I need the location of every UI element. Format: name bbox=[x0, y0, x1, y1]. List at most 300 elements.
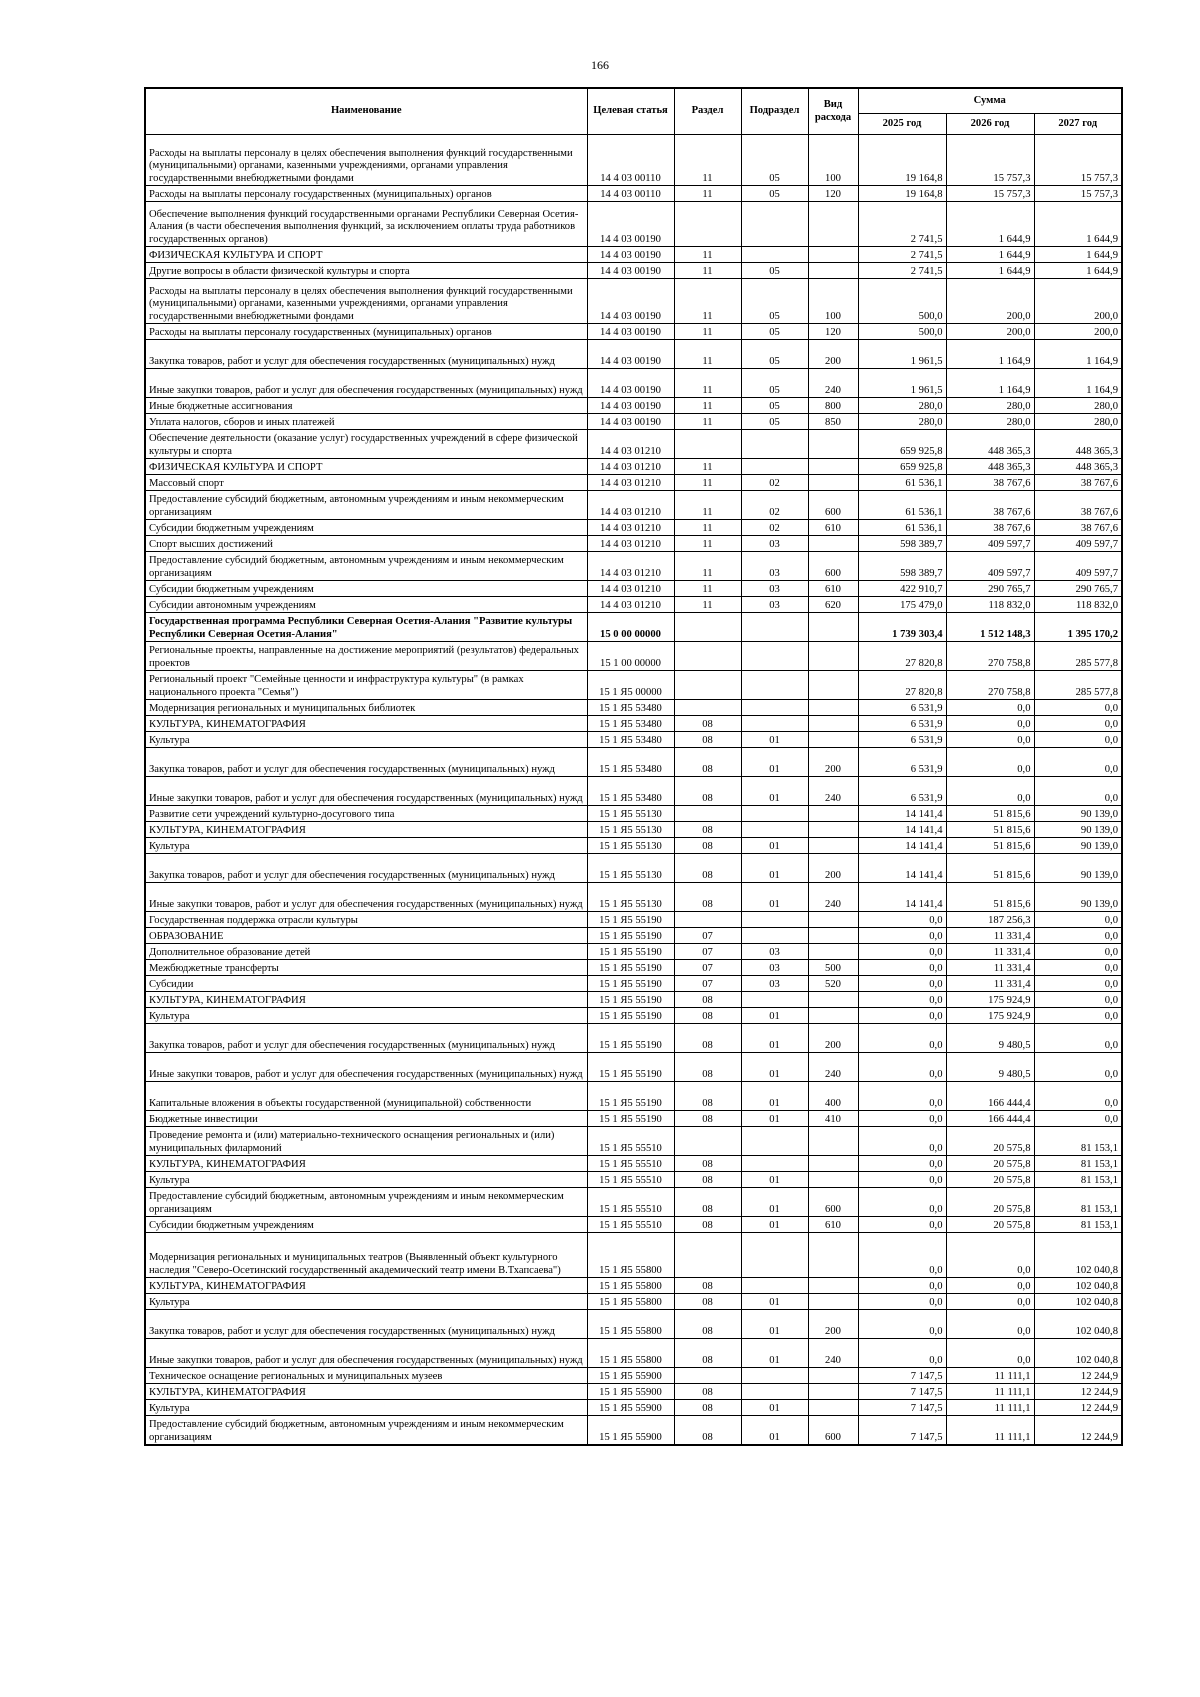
table-row bbox=[145, 186, 1122, 202]
cell-subsection bbox=[741, 430, 808, 459]
cell-subsection: 01 bbox=[741, 1172, 808, 1188]
cell-2026: 20 575,8 bbox=[946, 1172, 1034, 1188]
cell-2025: 500,0 bbox=[858, 324, 946, 340]
cell-target-article: 14 4 03 01210 bbox=[587, 459, 674, 475]
cell-subsection bbox=[741, 716, 808, 732]
cell-subsection bbox=[741, 928, 808, 944]
cell-2026: 200,0 bbox=[946, 324, 1034, 340]
cell-target-article: 15 1 Я5 53480 bbox=[587, 748, 674, 777]
cell-2026: 11 331,4 bbox=[946, 928, 1034, 944]
cell-2025: 14 141,4 bbox=[858, 854, 946, 883]
cell-2027: 102 040,8 bbox=[1034, 1294, 1122, 1310]
cell-expense-type bbox=[808, 642, 858, 671]
cell-subsection bbox=[741, 806, 808, 822]
cell-section: 08 bbox=[674, 1339, 741, 1368]
cell-section bbox=[674, 1368, 741, 1384]
header-expense-type: Вид расхода bbox=[808, 88, 858, 135]
cell-2025: 500,0 bbox=[858, 279, 946, 324]
cell-name: Предоставление субсидий бюджетным, автономным учреждениям и иным некоммерческим организациям bbox=[145, 491, 587, 520]
table-row bbox=[145, 838, 1122, 854]
cell-subsection bbox=[741, 700, 808, 716]
cell-subsection bbox=[741, 642, 808, 671]
cell-subsection bbox=[741, 1384, 808, 1400]
cell-expense-type: 200 bbox=[808, 854, 858, 883]
cell-2027: 0,0 bbox=[1034, 1053, 1122, 1082]
cell-target-article: 15 1 Я5 55190 bbox=[587, 1053, 674, 1082]
cell-expense-type: 610 bbox=[808, 1217, 858, 1233]
cell-expense-type: 240 bbox=[808, 777, 858, 806]
table-header bbox=[145, 88, 1122, 135]
cell-2025: 6 531,9 bbox=[858, 716, 946, 732]
cell-2026: 9 480,5 bbox=[946, 1053, 1034, 1082]
cell-2026: 0,0 bbox=[946, 1339, 1034, 1368]
cell-name: КУЛЬТУРА, КИНЕМАТОГРАФИЯ bbox=[145, 1278, 587, 1294]
cell-section: 08 bbox=[674, 1082, 741, 1111]
cell-name: Культура bbox=[145, 838, 587, 854]
cell-2026: 448 365,3 bbox=[946, 459, 1034, 475]
table-row bbox=[145, 1172, 1122, 1188]
table-row bbox=[145, 581, 1122, 597]
cell-name: Техническое оснащение региональных и муниципальных музеев bbox=[145, 1368, 587, 1384]
table-row bbox=[145, 928, 1122, 944]
cell-2027: 1 164,9 bbox=[1034, 369, 1122, 398]
cell-name: Закупка товаров, работ и услуг для обеспечения государственных (муниципальных) нужд bbox=[145, 1024, 587, 1053]
cell-2027: 15 757,3 bbox=[1034, 186, 1122, 202]
cell-2026: 38 767,6 bbox=[946, 520, 1034, 536]
cell-2026: 175 924,9 bbox=[946, 992, 1034, 1008]
cell-expense-type bbox=[808, 1127, 858, 1156]
cell-name: Иные закупки товаров, работ и услуг для обеспечения государственных (муниципальных) нужд bbox=[145, 369, 587, 398]
page-number: 166 bbox=[591, 58, 609, 72]
cell-expense-type bbox=[808, 1233, 858, 1278]
cell-subsection: 05 bbox=[741, 340, 808, 369]
table-row bbox=[145, 1416, 1122, 1446]
cell-subsection: 05 bbox=[741, 324, 808, 340]
cell-expense-type bbox=[808, 202, 858, 247]
cell-expense-type: 620 bbox=[808, 597, 858, 613]
table-row bbox=[145, 748, 1122, 777]
cell-2026: 0,0 bbox=[946, 1294, 1034, 1310]
cell-subsection: 01 bbox=[741, 777, 808, 806]
cell-target-article: 15 1 Я5 55190 bbox=[587, 960, 674, 976]
cell-section: 08 bbox=[674, 716, 741, 732]
cell-2026: 1 644,9 bbox=[946, 263, 1034, 279]
cell-2027: 1 644,9 bbox=[1034, 247, 1122, 263]
cell-expense-type: 100 bbox=[808, 279, 858, 324]
cell-target-article: 14 4 03 00190 bbox=[587, 398, 674, 414]
cell-2025: 0,0 bbox=[858, 1024, 946, 1053]
cell-subsection bbox=[741, 1156, 808, 1172]
header-name: Наименование bbox=[145, 88, 587, 135]
cell-expense-type: 800 bbox=[808, 398, 858, 414]
cell-2026: 0,0 bbox=[946, 700, 1034, 716]
cell-target-article: 14 4 03 01210 bbox=[587, 475, 674, 491]
cell-2026: 11 111,1 bbox=[946, 1368, 1034, 1384]
table-row bbox=[145, 398, 1122, 414]
cell-2027: 12 244,9 bbox=[1034, 1384, 1122, 1400]
cell-2027: 448 365,3 bbox=[1034, 430, 1122, 459]
cell-2025: 0,0 bbox=[858, 1008, 946, 1024]
cell-2026: 118 832,0 bbox=[946, 597, 1034, 613]
table-row bbox=[145, 1111, 1122, 1127]
cell-expense-type: 410 bbox=[808, 1111, 858, 1127]
cell-2025: 0,0 bbox=[858, 1188, 946, 1217]
cell-2026: 11 111,1 bbox=[946, 1416, 1034, 1446]
table-row bbox=[145, 1339, 1122, 1368]
cell-section: 11 bbox=[674, 263, 741, 279]
cell-2026: 11 111,1 bbox=[946, 1400, 1034, 1416]
table-row bbox=[145, 552, 1122, 581]
cell-subsection: 03 bbox=[741, 960, 808, 976]
cell-expense-type: 200 bbox=[808, 748, 858, 777]
table-row bbox=[145, 414, 1122, 430]
cell-subsection: 05 bbox=[741, 398, 808, 414]
cell-2027: 38 767,6 bbox=[1034, 475, 1122, 491]
cell-subsection bbox=[741, 613, 808, 642]
cell-2027: 409 597,7 bbox=[1034, 552, 1122, 581]
cell-name: Государственная программа Республики Северная Осетия-Алания "Развитие культуры Республики Северная Осетия-Алания" bbox=[145, 613, 587, 642]
cell-2027: 12 244,9 bbox=[1034, 1416, 1122, 1446]
cell-2027: 15 757,3 bbox=[1034, 135, 1122, 186]
cell-target-article: 15 1 Я5 55190 bbox=[587, 1008, 674, 1024]
cell-target-article: 14 4 03 00190 bbox=[587, 202, 674, 247]
cell-2026: 0,0 bbox=[946, 1310, 1034, 1339]
cell-name: Иные закупки товаров, работ и услуг для обеспечения государственных (муниципальных) нужд bbox=[145, 1339, 587, 1368]
cell-subsection: 03 bbox=[741, 552, 808, 581]
table-row bbox=[145, 700, 1122, 716]
cell-section bbox=[674, 912, 741, 928]
cell-name: Предоставление субсидий бюджетным, автономным учреждениям и иным некоммерческим организациям bbox=[145, 1188, 587, 1217]
cell-name: Иные закупки товаров, работ и услуг для обеспечения государственных (муниципальных) нужд bbox=[145, 1053, 587, 1082]
table-row bbox=[145, 1294, 1122, 1310]
cell-name: Иные бюджетные ассигнования bbox=[145, 398, 587, 414]
cell-2026: 1 164,9 bbox=[946, 340, 1034, 369]
table-row bbox=[145, 822, 1122, 838]
cell-section: 08 bbox=[674, 822, 741, 838]
cell-name: ФИЗИЧЕСКАЯ КУЛЬТУРА И СПОРТ bbox=[145, 459, 587, 475]
cell-target-article: 15 1 Я5 55190 bbox=[587, 944, 674, 960]
cell-section: 08 bbox=[674, 1111, 741, 1127]
cell-2026: 270 758,8 bbox=[946, 642, 1034, 671]
cell-subsection bbox=[741, 459, 808, 475]
cell-2026: 1 644,9 bbox=[946, 247, 1034, 263]
cell-section: 11 bbox=[674, 340, 741, 369]
cell-section: 11 bbox=[674, 536, 741, 552]
cell-2027: 1 644,9 bbox=[1034, 263, 1122, 279]
cell-2025: 27 820,8 bbox=[858, 671, 946, 700]
table-row bbox=[145, 1400, 1122, 1416]
cell-section: 11 bbox=[674, 414, 741, 430]
cell-target-article: 14 4 03 01210 bbox=[587, 581, 674, 597]
table-row bbox=[145, 716, 1122, 732]
cell-expense-type bbox=[808, 1400, 858, 1416]
cell-target-article: 15 1 Я5 55130 bbox=[587, 806, 674, 822]
cell-section: 11 bbox=[674, 135, 741, 186]
cell-name: Культура bbox=[145, 1172, 587, 1188]
cell-expense-type bbox=[808, 671, 858, 700]
cell-2025: 19 164,8 bbox=[858, 186, 946, 202]
cell-section: 11 bbox=[674, 459, 741, 475]
cell-2026: 166 444,4 bbox=[946, 1111, 1034, 1127]
cell-subsection bbox=[741, 1127, 808, 1156]
cell-2027: 0,0 bbox=[1034, 700, 1122, 716]
table-row bbox=[145, 1233, 1122, 1278]
cell-2025: 280,0 bbox=[858, 398, 946, 414]
cell-2025: 14 141,4 bbox=[858, 806, 946, 822]
cell-section: 07 bbox=[674, 928, 741, 944]
cell-2025: 7 147,5 bbox=[858, 1416, 946, 1446]
cell-target-article: 14 4 03 00190 bbox=[587, 324, 674, 340]
cell-2027: 0,0 bbox=[1034, 992, 1122, 1008]
cell-2026: 11 331,4 bbox=[946, 960, 1034, 976]
cell-section: 11 bbox=[674, 475, 741, 491]
cell-subsection bbox=[741, 1233, 808, 1278]
table-row bbox=[145, 883, 1122, 912]
cell-target-article: 14 4 03 01210 bbox=[587, 520, 674, 536]
table-row bbox=[145, 1024, 1122, 1053]
cell-section: 08 bbox=[674, 1384, 741, 1400]
cell-expense-type bbox=[808, 838, 858, 854]
cell-expense-type: 600 bbox=[808, 491, 858, 520]
cell-2025: 0,0 bbox=[858, 1156, 946, 1172]
cell-target-article: 15 1 Я5 55190 bbox=[587, 928, 674, 944]
cell-name: Субсидии автономным учреждениям bbox=[145, 597, 587, 613]
table-row bbox=[145, 491, 1122, 520]
cell-target-article: 14 4 03 01210 bbox=[587, 491, 674, 520]
cell-2025: 61 536,1 bbox=[858, 491, 946, 520]
cell-2027: 0,0 bbox=[1034, 944, 1122, 960]
cell-2026: 1 644,9 bbox=[946, 202, 1034, 247]
table-row bbox=[145, 671, 1122, 700]
cell-expense-type bbox=[808, 536, 858, 552]
cell-expense-type bbox=[808, 1384, 858, 1400]
cell-2025: 598 389,7 bbox=[858, 536, 946, 552]
cell-subsection bbox=[741, 1278, 808, 1294]
header-section: Раздел bbox=[674, 88, 741, 135]
table-row bbox=[145, 1384, 1122, 1400]
table-row bbox=[145, 732, 1122, 748]
cell-2026: 409 597,7 bbox=[946, 536, 1034, 552]
cell-section bbox=[674, 700, 741, 716]
cell-name: Массовый спорт bbox=[145, 475, 587, 491]
cell-2026: 409 597,7 bbox=[946, 552, 1034, 581]
cell-expense-type bbox=[808, 247, 858, 263]
cell-target-article: 14 4 03 00190 bbox=[587, 263, 674, 279]
cell-section: 08 bbox=[674, 1053, 741, 1082]
cell-2027: 81 153,1 bbox=[1034, 1172, 1122, 1188]
cell-2026: 0,0 bbox=[946, 1278, 1034, 1294]
cell-2027: 0,0 bbox=[1034, 748, 1122, 777]
cell-target-article: 14 4 03 00190 bbox=[587, 279, 674, 324]
cell-section: 08 bbox=[674, 748, 741, 777]
cell-subsection: 01 bbox=[741, 1416, 808, 1446]
cell-subsection: 03 bbox=[741, 976, 808, 992]
cell-section: 11 bbox=[674, 597, 741, 613]
cell-section bbox=[674, 1233, 741, 1278]
cell-subsection bbox=[741, 1368, 808, 1384]
cell-2027: 0,0 bbox=[1034, 732, 1122, 748]
cell-2025: 7 147,5 bbox=[858, 1400, 946, 1416]
cell-subsection: 01 bbox=[741, 1294, 808, 1310]
cell-target-article: 15 1 Я5 53480 bbox=[587, 777, 674, 806]
cell-name: Проведение ремонта и (или) материально-технического оснащения региональных и (или) муниципальных филармоний bbox=[145, 1127, 587, 1156]
table-row bbox=[145, 1368, 1122, 1384]
table-row bbox=[145, 1217, 1122, 1233]
cell-name: Субсидии бюджетным учреждениям bbox=[145, 1217, 587, 1233]
cell-name: Культура bbox=[145, 732, 587, 748]
table-row bbox=[145, 1082, 1122, 1111]
cell-expense-type bbox=[808, 1294, 858, 1310]
cell-2027: 0,0 bbox=[1034, 1111, 1122, 1127]
cell-section: 08 bbox=[674, 1156, 741, 1172]
cell-name: Дополнительное образование детей bbox=[145, 944, 587, 960]
cell-2027: 0,0 bbox=[1034, 716, 1122, 732]
cell-2026: 20 575,8 bbox=[946, 1217, 1034, 1233]
cell-2027: 0,0 bbox=[1034, 960, 1122, 976]
cell-section: 08 bbox=[674, 1188, 741, 1217]
cell-target-article: 15 1 Я5 55900 bbox=[587, 1416, 674, 1446]
cell-2025: 0,0 bbox=[858, 1294, 946, 1310]
cell-name: Обеспечение деятельности (оказание услуг) государственных учреждений в сфере физической культуры и спорта bbox=[145, 430, 587, 459]
cell-expense-type: 610 bbox=[808, 581, 858, 597]
table-row bbox=[145, 459, 1122, 475]
cell-2026: 11 331,4 bbox=[946, 944, 1034, 960]
header-target-article: Целевая статья bbox=[587, 88, 674, 135]
cell-2026: 200,0 bbox=[946, 279, 1034, 324]
cell-2025: 27 820,8 bbox=[858, 642, 946, 671]
cell-expense-type bbox=[808, 1156, 858, 1172]
cell-2026: 0,0 bbox=[946, 732, 1034, 748]
cell-section: 11 bbox=[674, 491, 741, 520]
cell-2025: 61 536,1 bbox=[858, 520, 946, 536]
cell-name: Субсидии бюджетным учреждениям bbox=[145, 520, 587, 536]
cell-target-article: 15 1 Я5 55510 bbox=[587, 1127, 674, 1156]
cell-2027: 1 164,9 bbox=[1034, 340, 1122, 369]
cell-2027: 12 244,9 bbox=[1034, 1400, 1122, 1416]
cell-name: Региональные проекты, направленные на достижение мероприятий (результатов) федеральных проектов bbox=[145, 642, 587, 671]
cell-2027: 90 139,0 bbox=[1034, 838, 1122, 854]
cell-expense-type bbox=[808, 263, 858, 279]
cell-expense-type: 200 bbox=[808, 1024, 858, 1053]
cell-2026: 11 111,1 bbox=[946, 1384, 1034, 1400]
cell-2026: 270 758,8 bbox=[946, 671, 1034, 700]
cell-subsection: 01 bbox=[741, 1400, 808, 1416]
cell-2027: 102 040,8 bbox=[1034, 1310, 1122, 1339]
cell-target-article: 15 1 Я5 55190 bbox=[587, 992, 674, 1008]
cell-name: Развитие сети учреждений культурно-досугового типа bbox=[145, 806, 587, 822]
cell-target-article: 15 1 Я5 55510 bbox=[587, 1156, 674, 1172]
cell-2027: 90 139,0 bbox=[1034, 883, 1122, 912]
cell-expense-type bbox=[808, 716, 858, 732]
cell-section: 11 bbox=[674, 581, 741, 597]
cell-section: 08 bbox=[674, 777, 741, 806]
table-row bbox=[145, 777, 1122, 806]
cell-expense-type: 600 bbox=[808, 1188, 858, 1217]
cell-target-article: 15 1 Я5 55800 bbox=[587, 1339, 674, 1368]
cell-target-article: 15 0 00 00000 bbox=[587, 613, 674, 642]
cell-2027: 102 040,8 bbox=[1034, 1233, 1122, 1278]
cell-2025: 0,0 bbox=[858, 1339, 946, 1368]
cell-name: КУЛЬТУРА, КИНЕМАТОГРАФИЯ bbox=[145, 1156, 587, 1172]
cell-expense-type: 520 bbox=[808, 976, 858, 992]
cell-2027: 90 139,0 bbox=[1034, 854, 1122, 883]
cell-subsection bbox=[741, 247, 808, 263]
cell-section: 08 bbox=[674, 1278, 741, 1294]
cell-name: Предоставление субсидий бюджетным, автономным учреждениям и иным некоммерческим организациям bbox=[145, 1416, 587, 1446]
cell-subsection: 01 bbox=[741, 854, 808, 883]
table-row bbox=[145, 279, 1122, 324]
cell-2025: 0,0 bbox=[858, 944, 946, 960]
cell-name: Капитальные вложения в объекты государственной (муниципальной) собственности bbox=[145, 1082, 587, 1111]
cell-2025: 7 147,5 bbox=[858, 1384, 946, 1400]
cell-2026: 51 815,6 bbox=[946, 838, 1034, 854]
cell-2026: 9 480,5 bbox=[946, 1024, 1034, 1053]
cell-subsection: 01 bbox=[741, 1008, 808, 1024]
cell-expense-type bbox=[808, 1172, 858, 1188]
cell-2026: 1 512 148,3 bbox=[946, 613, 1034, 642]
cell-section: 07 bbox=[674, 960, 741, 976]
table-row bbox=[145, 536, 1122, 552]
cell-name: КУЛЬТУРА, КИНЕМАТОГРАФИЯ bbox=[145, 992, 587, 1008]
cell-2027: 1 644,9 bbox=[1034, 202, 1122, 247]
cell-target-article: 15 1 Я5 55900 bbox=[587, 1384, 674, 1400]
cell-section: 08 bbox=[674, 1416, 741, 1446]
cell-2026: 38 767,6 bbox=[946, 491, 1034, 520]
cell-2027: 290 765,7 bbox=[1034, 581, 1122, 597]
cell-expense-type: 100 bbox=[808, 135, 858, 186]
cell-2025: 0,0 bbox=[858, 912, 946, 928]
cell-expense-type bbox=[808, 700, 858, 716]
cell-2027: 200,0 bbox=[1034, 324, 1122, 340]
table-row bbox=[145, 1310, 1122, 1339]
table-row bbox=[145, 202, 1122, 247]
cell-expense-type bbox=[808, 806, 858, 822]
cell-subsection: 05 bbox=[741, 135, 808, 186]
cell-2025: 1 961,5 bbox=[858, 340, 946, 369]
cell-name: Расходы на выплаты персоналу государственных (муниципальных) органов bbox=[145, 324, 587, 340]
cell-target-article: 14 4 03 01210 bbox=[587, 597, 674, 613]
cell-target-article: 14 4 03 00110 bbox=[587, 135, 674, 186]
cell-section bbox=[674, 671, 741, 700]
cell-2025: 6 531,9 bbox=[858, 732, 946, 748]
cell-expense-type bbox=[808, 928, 858, 944]
cell-subsection: 01 bbox=[741, 748, 808, 777]
cell-2025: 6 531,9 bbox=[858, 748, 946, 777]
table-row bbox=[145, 944, 1122, 960]
cell-target-article: 15 1 Я5 55900 bbox=[587, 1400, 674, 1416]
cell-expense-type bbox=[808, 944, 858, 960]
cell-2025: 2 741,5 bbox=[858, 263, 946, 279]
cell-target-article: 14 4 03 01210 bbox=[587, 430, 674, 459]
cell-section bbox=[674, 613, 741, 642]
cell-target-article: 15 1 Я5 53480 bbox=[587, 716, 674, 732]
cell-name: Обеспечение выполнения функций государственными органами Республики Северная Осетия-Алания (в части обеспечения выполнения функций, за исключением оплаты труда работников государственных органов) bbox=[145, 202, 587, 247]
cell-2027: 81 153,1 bbox=[1034, 1127, 1122, 1156]
cell-expense-type: 610 bbox=[808, 520, 858, 536]
cell-expense-type: 500 bbox=[808, 960, 858, 976]
cell-section: 11 bbox=[674, 279, 741, 324]
cell-section: 07 bbox=[674, 976, 741, 992]
cell-subsection: 02 bbox=[741, 491, 808, 520]
cell-target-article: 14 4 03 00110 bbox=[587, 186, 674, 202]
cell-subsection bbox=[741, 822, 808, 838]
table-row bbox=[145, 1278, 1122, 1294]
cell-subsection: 02 bbox=[741, 475, 808, 491]
cell-target-article: 15 1 Я5 55900 bbox=[587, 1368, 674, 1384]
cell-name: Культура bbox=[145, 1294, 587, 1310]
cell-target-article: 14 4 03 00190 bbox=[587, 247, 674, 263]
cell-name: Культура bbox=[145, 1400, 587, 1416]
